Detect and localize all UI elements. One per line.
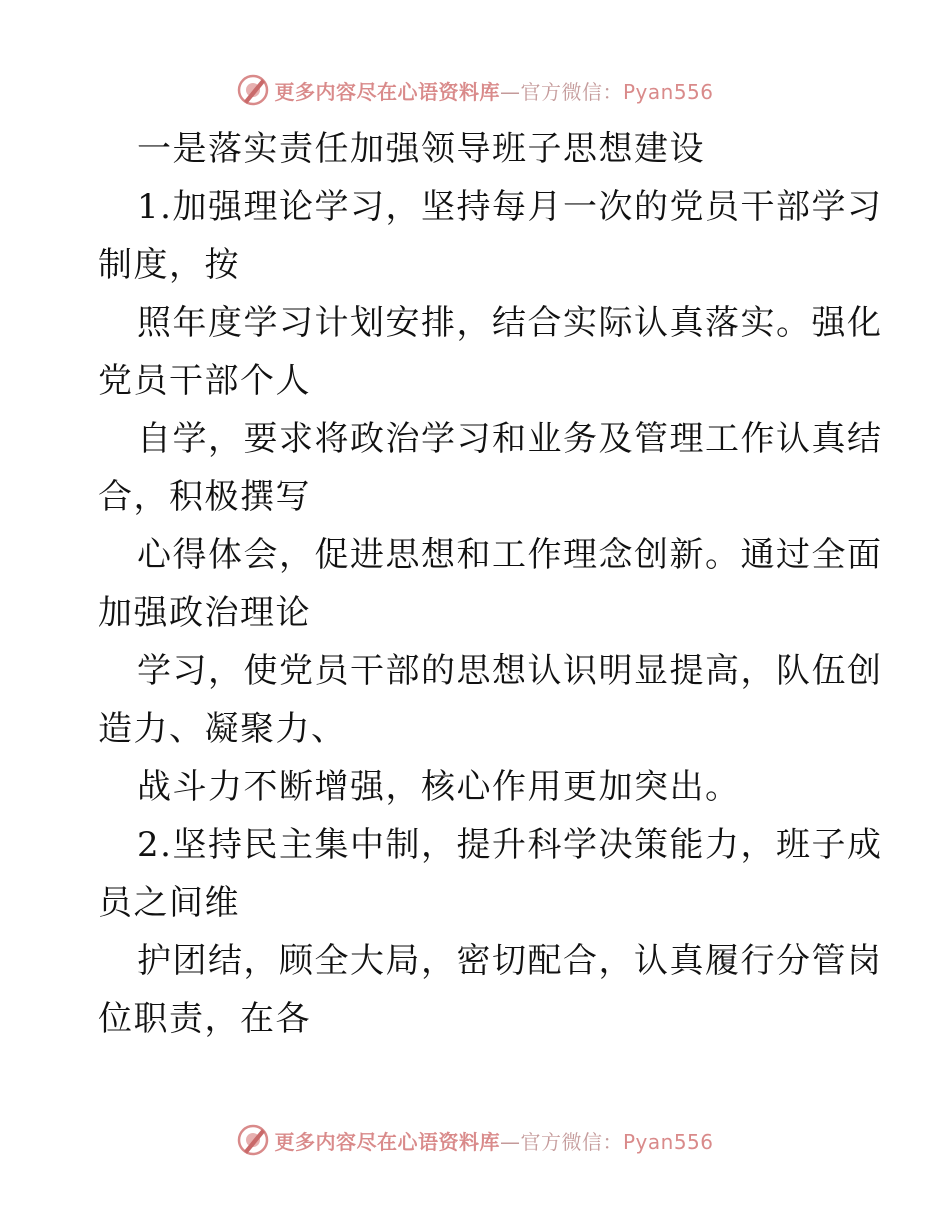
- text-line: 党员干部个人: [98, 361, 311, 401]
- text-line: 一是落实责任加强领导班子思想建设: [137, 129, 705, 169]
- text-line: 加强政治理论: [98, 593, 311, 633]
- text-line: 造力、凝聚力、: [98, 709, 347, 749]
- text-line: 学习，使党员干部的思想认识明显提高，队伍创: [137, 651, 883, 691]
- separator-text: —官方微信：: [499, 79, 623, 104]
- text-line: 位职责，在各: [98, 999, 311, 1039]
- separator-text: —官方微信：: [499, 1129, 623, 1154]
- text-line: 自学，要求将政治学习和业务及管理工作认真结: [137, 419, 883, 459]
- wechat-id: Pyan556: [622, 79, 714, 104]
- text-line: 照年度学习计划安排，结合实际认真落实。强化: [137, 303, 883, 343]
- footer-banner: [0, 1120, 950, 1160]
- red-pen-logo-icon: [236, 73, 270, 107]
- brand-text: 更多内容尽在心语资料库: [274, 79, 500, 104]
- text-line: 员之间维: [98, 883, 240, 923]
- document-body: [98, 120, 883, 1048]
- text-line: 制度，按: [98, 245, 240, 285]
- text-line: 心得体会，促进思想和工作理念创新。通过全面: [137, 535, 883, 575]
- text-line: 护团结，顾全大局，密切配合，认真履行分管岗: [137, 941, 883, 981]
- wechat-id: Pyan556: [622, 1129, 714, 1154]
- text-line: 战斗力不断增强，核心作用更加突出。: [137, 767, 741, 807]
- header-banner: [0, 70, 950, 110]
- text-line: 2.坚持民主集中制，提升科学决策能力，班子成: [137, 825, 883, 865]
- brand-text: 更多内容尽在心语资料库: [274, 1129, 500, 1154]
- text-line: 合，积极撰写: [98, 477, 311, 517]
- text-line: 1.加强理论学习，坚持每月一次的党员干部学习: [137, 187, 883, 227]
- red-pen-logo-icon: [236, 1123, 270, 1157]
